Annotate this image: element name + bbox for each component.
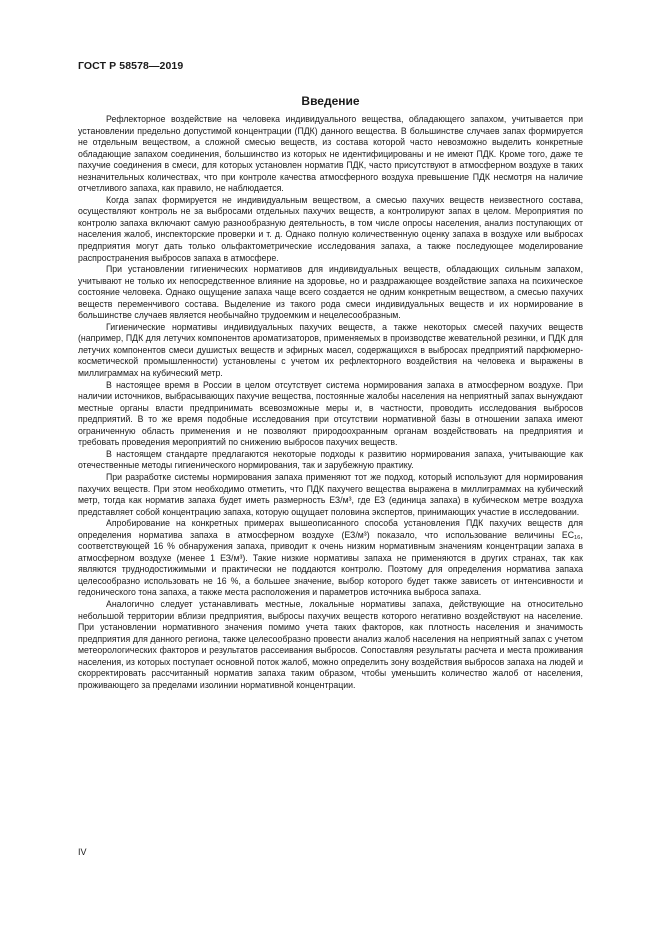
paragraph: Рефлекторное воздействие на человека индивидуального вещества, обладающего запахом, учитывается при установлении предельно допустимой концентрации (ПДК) данного вещества. В большинстве случаев запах формируется не отдельным веществом, а сложной смесью веществ, из состава которой часто невозможно выделить конкретные обладающие запахом соединения, большинство из которых не идентифицированы и не имеют ПДК. Кроме того, даже те пахучие соединения в смеси, для которых установлен норматив ПДК, часто присутствуют в атмосферном воздухе в таких незначительных количествах, что при контроле качества атмосферного воздуха превышение ПДК несмотря на наличие отчетливого запаха, как правило, не наблюдается. xyxy=(78,114,583,194)
paragraph: Аналогично следует устанавливать местные, локальные нормативы запаха, действующие на относительно небольшой территории вблизи предприятия, выбросы пахучих веществ которого негативно воздействуют на население. При установлении нормативного значения помимо учета таких факторов, как плотность населения и значимость предприятия для данного региона, также целесообразно провести анализ жалоб населения на неприятный запах с учетом метеорологических факторов и результатов рассеивания выбросов. Сопоставляя результаты расчета и места проживания населения, из которых поступает основной поток жалоб, можно определить зону воздействия выбросов запаха на людей и скорректировать рассчитанный норматив запаха таким образом, чтобы уменьшить количество жалоб от населения, проживающего за пределами изолинии нормативной концентрации. xyxy=(78,598,583,690)
paragraph: При установлении гигиенических нормативов для индивидуальных веществ, обладающих сильным запахом, учитывают не только их непосредственное влияние на здоровье, но и раздражающее воздействие запаха на психическое состояние человека. Однако ощущение запаха чаще всего создается не одним конкретным веществом, а смесью пахучих веществ переменчивого состава. Выделение из такого рода смеси индивидуальных веществ и их нормирование в большинстве случаев является необычайно трудоемким и нецелесообразным. xyxy=(78,264,583,321)
paragraph: В настоящее время в России в целом отсутствует система нормирования запаха в атмосферном воздухе. При наличии источников, выбрасывающих пахучие вещества, постоянные жалобы населения на неприятный запах вынуждают местные органы власти предпринимать всевозможные меры и, в частности, проводить исследования выбросов предприятий. В то же время подобные исследования при отсутствии нормативной базы в отношении запаха имеют ограниченную область применения и не позволяют природоохранным органам воздействовать на предприятия и требовать проведения мероприятий по снижению выбросов пахучих веществ. xyxy=(78,379,583,448)
paragraph: Апробирование на конкретных примерах вышеописанного способа установления ПДК пахучих веществ для определения норматива запаха в атмосферном воздухе (ЕЗ/м³) показало, что использование величины ЕС₁₆, соответствующей 16 % обнаружения запаха, приводит к очень низким нормативным значениям концентрации запаха в атмосферном воздухе (менее 1 ЕЗ/м³). Такие низкие нормативы запаха не применяются в других странах, так как являются труднодостижимыми и практически не поддаются контролю. Поэтому для определения норматива запаха целесообразно использовать не 16 %, а большее значение, выбор которого будет также зависеть от интенсивности и гедонического тона запаха, а также места расположения и параметров источника выброса запаха. xyxy=(78,518,583,598)
standard-header: ГОСТ Р 58578—2019 xyxy=(78,60,184,72)
paragraph: Гигиенические нормативы индивидуальных пахучих веществ, а также некоторых смесей пахучих веществ (например, ПДК для летучих компонентов ароматизаторов, применяемых в производстве жевательной резинки, и ПДК для летучих компонентов смеси душистых веществ и эфирных масел, содержащихся в выбросах предприятий парфюмерно-косметической промышленности) установлены с учетом их рефлекторного воздействия на человека и выражены в миллиграммах на кубический метр. xyxy=(78,321,583,379)
paragraph: В настоящем стандарте предлагаются некоторые подходы к развитию нормирования запаха, учитывающие как отечественные методы гигиенического нормирования, так и зарубежную практику. xyxy=(78,448,583,471)
section-title: Введение xyxy=(301,94,360,108)
body-text xyxy=(78,114,583,691)
paragraph: При разработке системы нормирования запаха применяют тот же подход, который используют для нормирования пахучих веществ. При этом необходимо отметить, что ПДК пахучего вещества выражена в миллиграммах на кубический метр, тогда как норматив запаха будет иметь размерность ЕЗ/м³, где ЕЗ (единица запаха) в кубическом метре воздуха представляет собой концентрацию запаха, которую ощущает половина экспертов, принимающих участие в исследовании. xyxy=(78,471,583,517)
paragraph: Когда запах формируется не индивидуальным веществом, а смесью пахучих веществ неизвестного состава, осуществляют контроль не за выбросами отдельных пахучих веществ, а контролируют запах в целом. Мероприятия по контролю запаха включают самую разнообразную деятельность, в том числе опросы населения, анализ поступающих от населения жалоб, инспекторские проверки и т. д. Однако полную количественную оценку запаха в воздухе или выбросах предприятия могут дать только ольфактометрические исследования запаха, а также последующее моделирование распространения выбросов запаха в атмосфере. xyxy=(78,194,583,263)
page-number: IV xyxy=(78,847,87,857)
